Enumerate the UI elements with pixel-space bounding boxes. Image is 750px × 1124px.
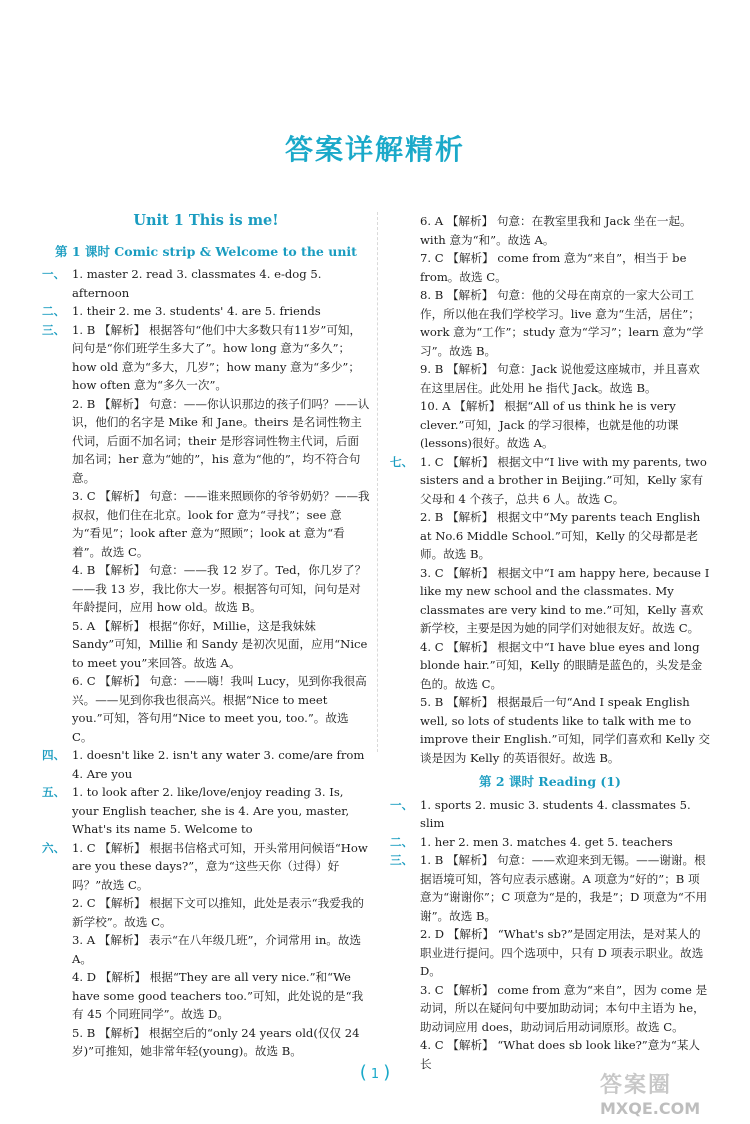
l2-section-1 xyxy=(390,796,710,833)
watermark xyxy=(600,1068,740,1120)
section-7-item: 2. B 【解析】 根据文中“My parents teach English at No.6 Middle School.”可知，Kelly 的父母都是老师。故选 B。 xyxy=(420,510,701,561)
section-7 xyxy=(390,453,710,768)
section-2-answers: 1. their 2. me 3. students' 4. are 5. friends xyxy=(72,304,321,318)
section-6-item: 10. A 【解析】 根据“All of us think he is very clever.”可知，Jack 的学习很棒，也就是他的功课(lessons)很好。故选 A。 xyxy=(420,399,679,450)
section-1-answers: 1. master 2. read 3. classmates 4. e-dog 5. afternoon xyxy=(72,267,322,300)
column-divider xyxy=(377,212,378,752)
section-1-mark: 一、 xyxy=(42,267,66,281)
section-7-mark: 七、 xyxy=(390,454,414,469)
l2-section-2-mark: 二、 xyxy=(390,834,414,849)
section-7-item: 4. C 【解析】 根据文中“I have blue eyes and long blonde hair.”可知，Kelly 的眼睛是蓝色的，头发是金色的。故选 C。 xyxy=(420,639,703,691)
section-3-item: 4. B 【解析】 句意：——我 12 岁了。Ted，你几岁了？——我 13 岁，我比你大一岁。根据答句可知，问句是对年龄提问，应用 how old。故选 B。 xyxy=(72,563,367,614)
watermark-logo: 答案圈 xyxy=(600,1073,673,1098)
section-5 xyxy=(42,783,370,839)
section-6-item: 9. B 【解析】 句意：Jack 说他爱这座城市，并且喜欢在这里居住。此处用 he 指代 Jack。故选 B。 xyxy=(420,362,700,395)
section-3 xyxy=(42,321,370,747)
section-5-mark: 五、 xyxy=(42,785,66,799)
page-number-value: 1 xyxy=(370,1067,380,1082)
section-7-item: 1. C 【解析】 根据文中“I live with my parents, two sisters and a brother in Beijing.”可知，Kelly 家有父母和 4 个孩子，总共 6 人。故选 C。 xyxy=(420,454,707,506)
lesson-2-title: 第 2 课时 Reading (1) xyxy=(479,774,621,789)
l2-section-3-item: 2. D 【解析】 “What's sb?”是固定用法，是对某人的职业进行提问。四个选项中，只有 D 项表示职业。故选 D。 xyxy=(420,927,704,978)
section-7-item: 5. B 【解析】 根据最后一句“And I speak English well, so lots of students like to talk with me to improve their English.”可知，同学们喜欢和 Kelly 交谈是因为 Kelly 的英语很好。故选 B。 xyxy=(420,695,710,765)
l2-section-2-answers: 1. her 2. men 3. matches 4. get 5. teachers xyxy=(420,834,673,849)
section-6-item: 1. C 【解析】 根据书信格式可知，开头常用问候语“How are you these days?”，意为“这些天你（过得）好吗？”故选 C。 xyxy=(72,840,368,892)
section-6-cont xyxy=(390,212,710,453)
section-4-mark: 四、 xyxy=(42,748,66,762)
section-6-mark: 六、 xyxy=(42,840,66,855)
section-3-item: 1. B 【解析】 根据答句“他们中大多数只有11岁”可知，问句是“你们班学生多大了”。how long 意为“多久”；how old 意为“多大，几岁”；how many 意为“多少”；how often 意为“多久一次”。 xyxy=(72,322,362,392)
page-title: 答案详解精析 xyxy=(284,133,465,166)
section-2-mark: 二、 xyxy=(42,304,66,318)
section-3-item: 3. C 【解析】 句意：——谁来照顾你的爷爷奶奶？——我叔叔，他们住在北京。look for 意为“寻找”；see 意为“看见”；look after 意为“照顾”；look at 意为“看着”。故选 C。 xyxy=(72,489,370,559)
page-number xyxy=(345,1062,405,1083)
l2-section-3-item: 4. C 【解析】 “What does sb look like?”意为“某人长 xyxy=(420,1038,701,1071)
section-6 xyxy=(42,839,370,1061)
left-column xyxy=(42,212,370,1061)
section-6-item: 6. A 【解析】 句意：在教室里我和 Jack 坐在一起。with 意为“和”。故选 A。 xyxy=(420,214,692,247)
section-5-answers: 1. to look after 2. like/love/enjoy reading 3. Is, your English teacher, she is 4. Are you, master, What's its name 5. Welcome to xyxy=(72,785,350,836)
l2-section-3 xyxy=(390,851,710,1073)
section-1 xyxy=(42,265,370,302)
l2-section-3-item: 3. C 【解析】 come from 意为“来自”，因为 come 是动词，所以在疑问句中要加助动词；本句中主语为 he，助动词应用 does，助动词后用动词原形。故选 C。 xyxy=(420,982,708,1034)
section-3-mark: 三、 xyxy=(42,322,66,337)
unit-title: Unit 1 This is me! xyxy=(133,212,279,229)
section-6-item: 8. B 【解析】 句意：他的父母在南京的一家大公司工作，所以他在我们学校学习。live 意为“生活，居住”；work 意为“工作”；study 意为“学习”；learn 意为“学习”。故选 B。 xyxy=(420,288,704,358)
right-column xyxy=(390,212,710,1073)
l2-section-3-mark: 三、 xyxy=(390,853,414,867)
section-2 xyxy=(42,302,370,321)
section-6-item: 4. D 【解析】 根据“They are all very nice.”和“We have some good teachers too.”可知，此处说的是“我有 45 个同班同学”。故选 D。 xyxy=(72,970,364,1021)
section-3-item: 6. C 【解析】 句意：——嗨！我叫 Lucy，见到你我很高兴。——见到你我也很高兴。根据“Nice to meet you.”可知，答句用“Nice to meet you, too.”。故选 C。 xyxy=(72,674,367,744)
watermark-url: MXQE.COM xyxy=(600,1099,701,1118)
section-4 xyxy=(42,746,370,783)
section-3-item: 2. B 【解析】 句意：——你认识那边的孩子们吗？——认识，他们的名字是 Mike 和 Jane。theirs 是名词性物主代词，后面不加名词；their 是形容词性物主代词，后面加名词；her 意为“她的”，his 意为“他的”，均不符合句意。 xyxy=(72,396,370,485)
l2-section-3-item: 1. B 【解析】 句意：——欢迎来到无锡。——谢谢。根据语境可知，答句应表示感谢。A 项意为“好的”；B 项意为“谢谢你”；C 项意为“是的，我是”；D 项意为“不用谢”。故选 B。 xyxy=(420,853,708,923)
l2-section-1-answers: 1. sports 2. music 3. students 4. classmates 5. slim xyxy=(420,797,691,830)
section-6-item: 7. C 【解析】 come from 意为“来自”，相当于 be from。故选 C。 xyxy=(420,251,687,284)
l2-section-1-mark: 一、 xyxy=(390,797,414,812)
section-6-item: 3. A 【解析】 表示“在八年级几班”，介词常用 in。故选 A。 xyxy=(72,933,362,966)
section-6-item: 5. B 【解析】 根据空后的“only 24 years old(仅仅 24 岁)”可推知，她非常年轻(young)。故选 B。 xyxy=(72,1025,360,1058)
lesson-1-title: 第 1 课时 Comic strip & Welcome to the unit xyxy=(55,243,357,259)
left-bracket-icon: ( xyxy=(359,1062,367,1083)
section-6-item: 2. C 【解析】 根据下文可以推知，此处是表示“我爱我的新学校”。故选 C。 xyxy=(72,896,364,929)
section-3-item: 5. A 【解析】 根据“你好，Millie，这是我妹妹 Sandy”可知，Millie 和 Sandy 是初次见面，应用“Nice to meet you”来回答。故选 A。 xyxy=(72,618,368,670)
right-bracket-icon: ) xyxy=(383,1062,391,1083)
section-4-answers: 1. doesn't like 2. isn't any water 3. come/are from 4. Are you xyxy=(72,748,365,781)
l2-section-2 xyxy=(390,833,710,852)
section-7-item: 3. C 【解析】 根据文中“I am happy here, because I like my new school and the classmates. My classmates are very kind to me.”可知，Kelly 喜欢新学校，主要是因为她的同学们对她很友好。故选 C。 xyxy=(420,565,710,635)
